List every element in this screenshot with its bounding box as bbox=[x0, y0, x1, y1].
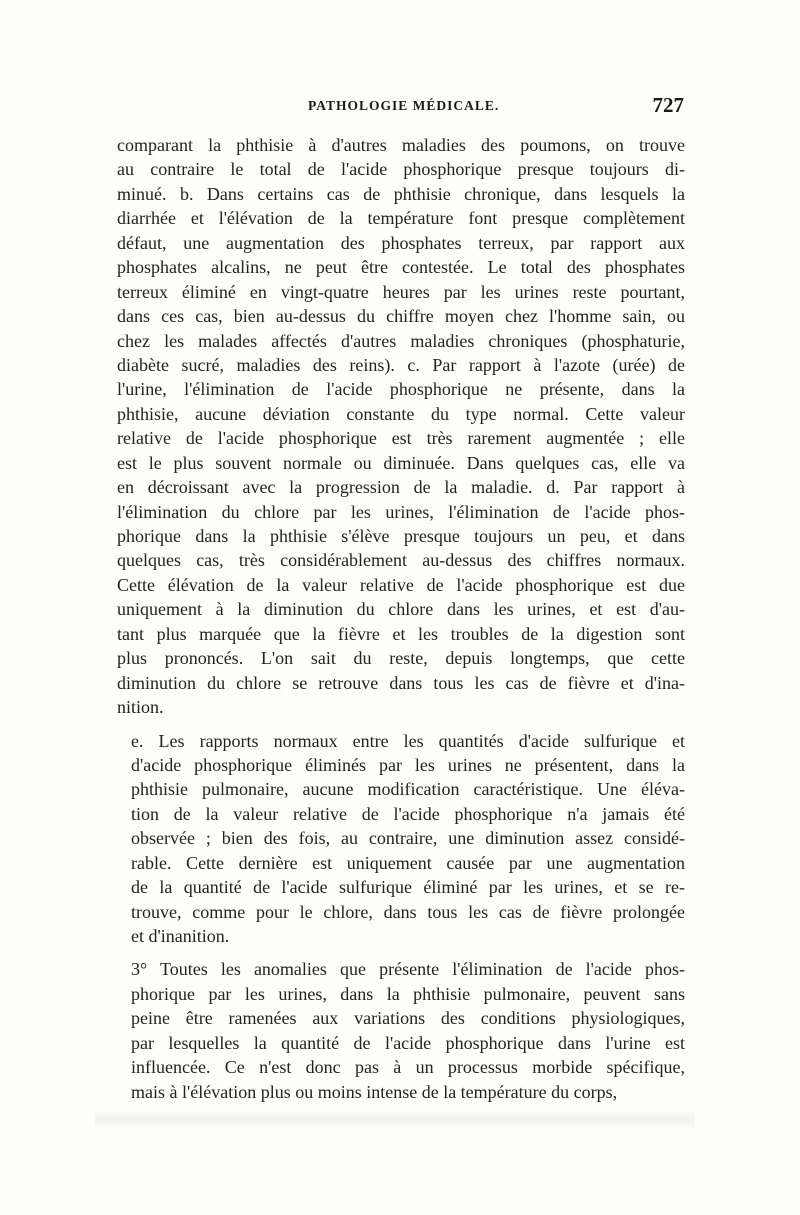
text-line: et d'inanition. bbox=[131, 926, 230, 946]
text-line: est le plus souvent normale ou diminuée. Dans quelques cas, elle va bbox=[117, 452, 685, 473]
text-line: terreux éliminé en vingt-quatre heures par les urines reste pourtant, bbox=[117, 281, 685, 302]
text-line: phorique par les urines, dans la phthisie pulmonaire, peuvent sans bbox=[131, 983, 685, 1004]
text-line: quelques cas, très considérablement au-dessus des chiffres normaux. bbox=[117, 550, 685, 571]
text-line: par lesquelles la quantité de l'acide phosphorique dans l'urine est bbox=[131, 1032, 685, 1053]
scan-shadow bbox=[95, 1110, 695, 1130]
text-line: l'urine, l'élimination de l'acide phosphorique ne présente, dans la bbox=[117, 379, 685, 400]
paragraph-1 bbox=[117, 133, 685, 720]
text-line: e. Les rapports normaux entre les quantités d'acide sulfurique et bbox=[131, 730, 685, 751]
text-line: phthisie, aucune déviation constante du type normal. Cette valeur bbox=[117, 403, 685, 424]
text-line: en décroissant avec la progression de la maladie. d. Par rapport à bbox=[117, 477, 685, 498]
paragraph-3 bbox=[117, 957, 685, 1104]
paragraph-2 bbox=[117, 729, 685, 949]
text-line: Cette élévation de la valeur relative de l'acide phosphorique est due bbox=[117, 574, 685, 595]
text-line: nition. bbox=[117, 697, 164, 718]
text-line: diminution du chlore se retrouve dans tous les cas de fièvre et d'ina- bbox=[117, 672, 685, 693]
text-line: mais à l'élévation plus ou moins intense de la température du corps, bbox=[131, 1081, 618, 1102]
text-line: diarrhée et l'élévation de la température font presque complètement bbox=[117, 208, 685, 229]
text-line: au contraire le total de l'acide phosphorique presque toujours di- bbox=[117, 159, 685, 180]
text-line: plus prononcés. L'on sait du reste, depuis longtemps, que cette bbox=[117, 648, 685, 669]
text-line: défaut, une augmentation des phosphates terreux, par rapport aux bbox=[117, 232, 685, 253]
text-line: 3° Toutes les anomalies que présente l'élimination de l'acide phos- bbox=[131, 959, 685, 980]
text-line: relative de l'acide phosphorique est très rarement augmentée ; elle bbox=[117, 428, 685, 449]
text-line: uniquement à la diminution du chlore dans les urines, et est d'au- bbox=[117, 599, 685, 620]
text-line: l'élimination du chlore par les urines, l'élimination de l'acide phos- bbox=[117, 501, 685, 522]
text-line: trouve, comme pour le chlore, dans tous les cas de fièvre prolongée bbox=[131, 901, 685, 922]
text-line: peine être ramenées aux variations des conditions physiologiques, bbox=[131, 1008, 685, 1029]
text-line: rable. Cette dernière est uniquement causée par une augmentation bbox=[131, 852, 685, 873]
text-line: d'acide phosphorique éliminés par les urines ne présentent, dans la bbox=[131, 754, 685, 775]
running-head bbox=[118, 93, 684, 120]
text-line: phorique dans la phthisie s'élève presque toujours un peu, et dans bbox=[117, 526, 685, 546]
text-line: chez les malades affectés d'autres maladies chroniques (phosphaturie, bbox=[117, 330, 685, 351]
text-line: tion de la valeur relative de l'acide phosphorique n'a jamais été bbox=[131, 803, 685, 824]
text-line: minué. b. Dans certains cas de phthisie chronique, dans lesquels la bbox=[117, 183, 685, 204]
text-line: observée ; bien des fois, au contraire, une diminution assez considé- bbox=[131, 828, 685, 849]
text-line: de la quantité de l'acide sulfurique éliminé par les urines, et se re- bbox=[131, 877, 685, 898]
text-line: diabète sucré, maladies des reins). c. Par rapport à l'azote (urée) de bbox=[117, 354, 685, 375]
text-line: phthisie pulmonaire, aucune modification caractéristique. Une éléva- bbox=[131, 779, 685, 800]
running-title: PATHOLOGIE MÉDICALE. bbox=[308, 98, 500, 113]
text-line: phosphates alcalins, ne peut être contestée. Le total des phosphates bbox=[117, 257, 685, 278]
text-line: influencée. Ce n'est donc pas à un processus morbide spécifique, bbox=[131, 1057, 685, 1078]
text-line: dans ces cas, bien au-dessus du chiffre moyen chez l'homme sain, ou bbox=[117, 306, 685, 327]
text-line: comparant la phthisie à d'autres maladies des poumons, on trouve bbox=[117, 135, 685, 155]
text-line: tant plus marquée que la fièvre et les troubles de la digestion sont bbox=[117, 623, 685, 644]
page-number: 727 bbox=[652, 93, 684, 117]
body-text bbox=[117, 133, 685, 1104]
